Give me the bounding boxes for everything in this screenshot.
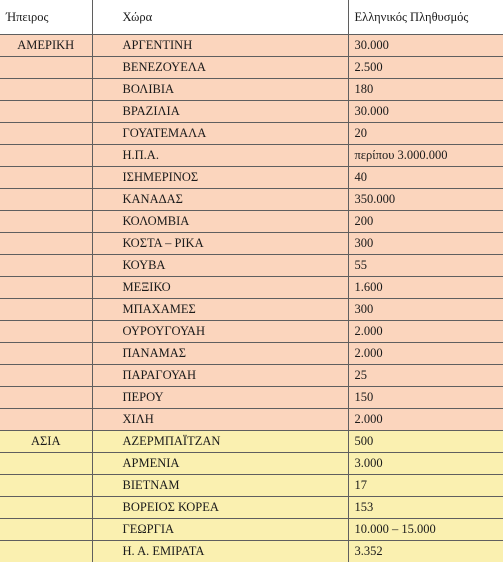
population-cell: 2.000 [348, 409, 503, 431]
table-body [0, 35, 503, 563]
table-row [0, 475, 503, 497]
country-cell: ΙΣΗΜΕΡΙΝΟΣ [92, 167, 348, 189]
population-cell: 2.000 [348, 343, 503, 365]
country-cell: ΑΡΜΕΝΙΑ [92, 453, 348, 475]
population-cell: 350.000 [348, 189, 503, 211]
table-row [0, 79, 503, 101]
country-cell: ΜΠΑΧΑΜΕΣ [92, 299, 348, 321]
population-cell: 500 [348, 431, 503, 453]
header-continent: Ήπειρος [0, 0, 92, 35]
table-row [0, 167, 503, 189]
continent-cell [0, 167, 92, 189]
table-row [0, 211, 503, 233]
continent-cell [0, 387, 92, 409]
table-row [0, 343, 503, 365]
population-cell: 3.352 [348, 541, 503, 563]
country-cell: ΑΖΕΡΜΠΑΪΤΖΑΝ [92, 431, 348, 453]
country-cell: ΠΑΡΑΓΟΥΑΗ [92, 365, 348, 387]
country-cell: ΑΡΓΕΝΤΙΝΗ [92, 35, 348, 57]
continent-cell [0, 453, 92, 475]
continent-cell [0, 497, 92, 519]
header-row [0, 0, 503, 35]
table-row [0, 321, 503, 343]
population-cell: 200 [348, 211, 503, 233]
continent-cell [0, 541, 92, 563]
country-cell: ΜΕΞΙΚΟ [92, 277, 348, 299]
population-cell: 30.000 [348, 101, 503, 123]
continent-cell [0, 101, 92, 123]
population-cell: 150 [348, 387, 503, 409]
continent-cell [0, 321, 92, 343]
table-row [0, 233, 503, 255]
table-row [0, 519, 503, 541]
country-cell: ΚΑΝΑΔΑΣ [92, 189, 348, 211]
population-cell: 30.000 [348, 35, 503, 57]
country-cell: ΚΟΛΟΜΒΙΑ [92, 211, 348, 233]
population-cell: 10.000 – 15.000 [348, 519, 503, 541]
country-cell: ΒΡΑΖΙΛΙΑ [92, 101, 348, 123]
continent-cell [0, 233, 92, 255]
table-row [0, 101, 503, 123]
population-cell: 2.500 [348, 57, 503, 79]
country-cell: ΒΟΛΙΒΙΑ [92, 79, 348, 101]
header-country: Χώρα [92, 0, 348, 35]
population-cell: 153 [348, 497, 503, 519]
population-cell: 300 [348, 233, 503, 255]
table-row [0, 145, 503, 167]
table-row [0, 255, 503, 277]
table-row [0, 35, 503, 57]
table-row [0, 277, 503, 299]
population-cell: 25 [348, 365, 503, 387]
country-cell: ΒΟΡΕΙΟΣ ΚΟΡΕΑ [92, 497, 348, 519]
continent-cell [0, 255, 92, 277]
continent-cell [0, 189, 92, 211]
continent-cell [0, 299, 92, 321]
population-cell: 3.000 [348, 453, 503, 475]
population-cell: 300 [348, 299, 503, 321]
population-cell: 20 [348, 123, 503, 145]
continent-cell [0, 123, 92, 145]
continent-cell [0, 145, 92, 167]
table-row [0, 123, 503, 145]
country-cell: Η.Π.Α. [92, 145, 348, 167]
continent-cell [0, 79, 92, 101]
continent-cell [0, 409, 92, 431]
table-row [0, 189, 503, 211]
country-cell: ΚΟΣΤΑ – ΡΙΚΑ [92, 233, 348, 255]
population-cell: 40 [348, 167, 503, 189]
continent-cell: ΑΣΙΑ [0, 431, 92, 453]
continent-cell: ΑΜΕΡΙΚΗ [0, 35, 92, 57]
continent-cell [0, 365, 92, 387]
country-cell: ΒΕΝΕΖΟΥΕΛΑ [92, 57, 348, 79]
population-cell: 180 [348, 79, 503, 101]
country-cell: ΧΙΛΗ [92, 409, 348, 431]
country-cell: ΓΕΩΡΓΙΑ [92, 519, 348, 541]
table-row [0, 409, 503, 431]
continent-cell [0, 57, 92, 79]
population-cell: περίπου 3.000.000 [348, 145, 503, 167]
country-cell: ΠΕΡΟΥ [92, 387, 348, 409]
continent-cell [0, 519, 92, 541]
continent-cell [0, 343, 92, 365]
continent-cell [0, 475, 92, 497]
population-cell: 1.600 [348, 277, 503, 299]
continent-cell [0, 277, 92, 299]
population-cell: 2.000 [348, 321, 503, 343]
table-row [0, 57, 503, 79]
table-row [0, 497, 503, 519]
country-cell: ΒΙΕΤΝΑΜ [92, 475, 348, 497]
country-cell: ΓΟΥΑΤΕΜΑΛΑ [92, 123, 348, 145]
country-cell: ΟΥΡΟΥΓΟΥΑΗ [92, 321, 348, 343]
header-population: Ελληνικός Πληθυσμός [348, 0, 503, 35]
country-cell: ΚΟΥΒΑ [92, 255, 348, 277]
table-row [0, 431, 503, 453]
population-cell: 17 [348, 475, 503, 497]
table-row [0, 365, 503, 387]
continent-cell [0, 211, 92, 233]
table-row [0, 299, 503, 321]
population-cell: 55 [348, 255, 503, 277]
table-row [0, 453, 503, 475]
table-row [0, 541, 503, 563]
country-cell: ΠΑΝΑΜΑΣ [92, 343, 348, 365]
country-cell: Η. Α. ΕΜΙΡΑΤΑ [92, 541, 348, 563]
table-row [0, 387, 503, 409]
